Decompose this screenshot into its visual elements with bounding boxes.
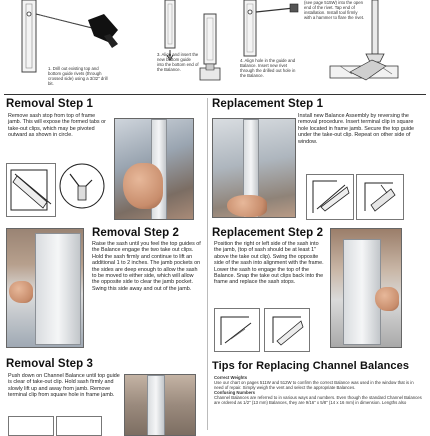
confusing-numbers-text: Channel Balances are referred to in various ways and numbers. Even though the standard Channel Balances are ordered as 1/2" (13 mm) Balances, they are 9/16" x 5/8" (14 x 16 mm) in dimension. Lengths also [214,395,422,405]
replacement-step-1-detail-diagram [356,174,404,220]
removal-step-1-detail-diagram [56,160,108,212]
correct-weights-heading: Correct Weights [214,375,248,380]
replacement-step-1-title: Replacement Step 1 [212,98,324,110]
caption-step-3: 3. Align and insert the new bottom guide into the bottom end of the Balance. [157,52,199,72]
removal-step-1-title: Removal Step 1 [6,98,94,110]
hand-photo [375,287,399,311]
replacement-step-2-title: Replacement Step 2 [212,227,324,239]
removal-step-3-text: Push down on Channel Balance until top guide is clear of take-out clip. Hold sash firmly and slowly lift up and away from jamb. Remove terminal clip from square hole in frame jamb. [8,373,120,399]
caption-step-1: 1. Drill out existing top and bottom guide rivets (through crossed side) using a 3/32" drill bit. [48,66,108,86]
hand-photo [9,281,33,303]
hand-photo [227,195,267,217]
drill-channel-illustration [22,0,118,72]
top-illustration-strip [0,0,430,92]
removal-step-3-diagram [8,416,54,436]
replacement-step-2-diagram [214,308,260,352]
tips-title: Tips for Replacing Channel Balances [212,360,410,372]
caption-step-4: 4. Align hole in the guide and Balance. Insert new rivet through the drilled out hole in the Balance. [240,58,296,78]
take-out-clip-detail [56,160,108,212]
removal-step-3-photo [124,374,196,436]
removal-step-1-photo [114,118,194,220]
section-divider [4,94,426,95]
removal-step-2-text: Raise the sash until you feel the top guides of the Balance engage the two take out clips. Hold the sash firmly and continue to lift an additional 1 to 2 inches. The jamb pockets on the sides are deep enough to allow the sash to be moved to either side, which will allow the opposite side to clear the jamb pocket. Swing this side away and out of the jamb. [92,241,201,292]
removal-step-3-title: Removal Step 3 [6,358,94,370]
removal-step-2-photo [6,228,84,348]
removal-step-1-text: Remove sash stop from top of frame jamb. This will expose the formed tabs or take-out clips, which may be pivoted outward as shown in circle. [8,113,106,139]
replacement-step-1-diagram [306,174,354,220]
sash-lowering-diagram [265,309,309,351]
top-guide-diagram [357,175,403,219]
sash-stop-diagram [7,164,55,216]
removal-step-1-diagram [6,163,56,217]
rivet-insert-illustration [244,0,298,56]
removal-step-3-detail-diagram [56,416,102,436]
window-jamb [147,375,165,436]
replacement-step-2-detail-diagram [264,308,310,352]
guide-insert-illustration [165,0,175,60]
replacement-step-2-photo [330,228,402,348]
replacement-step-2-text: Position the right or left side of the sash into the jamb, (top of sash should be at least 1" above the take out clip). Swing the opposite side of the sash into alignment with the frame. Lower the sash to engage the top of the Balance. Snap the take out clips back into the frame and replace the sash stops. [214,241,324,286]
removal-step-2-title: Removal Step 2 [92,227,180,239]
replacement-step-1-text: Install new Balance Assembly by reversing the removal procedure. Insert terminal clip in square hole located in frame jamb. Secure the top guide under the take-out clip. Repeat on other side of window. [298,113,414,145]
correct-weights-text: Use our chart on pages 511W and 512W to confirm the correct Balance was used in the window that is in need of repair. Simply weigh the vent and select the appropriate Balances. [214,380,414,390]
terminal-clip-diagram [307,175,353,219]
bottom-guide-illustration [200,14,220,80]
caption-step-5: (see page 515W) into the open end of the rivet. Tap end of installation. Install tool firmly with a hammer to flare the rivet. [304,0,365,20]
replacement-step-1-photo [212,118,296,218]
column-divider [207,98,208,430]
confusing-numbers-heading: Confusing Numbers [214,390,256,395]
tips-section [214,375,424,405]
window-sash [35,233,81,345]
sash-position-diagram [215,309,259,351]
hand-photo [123,163,163,209]
